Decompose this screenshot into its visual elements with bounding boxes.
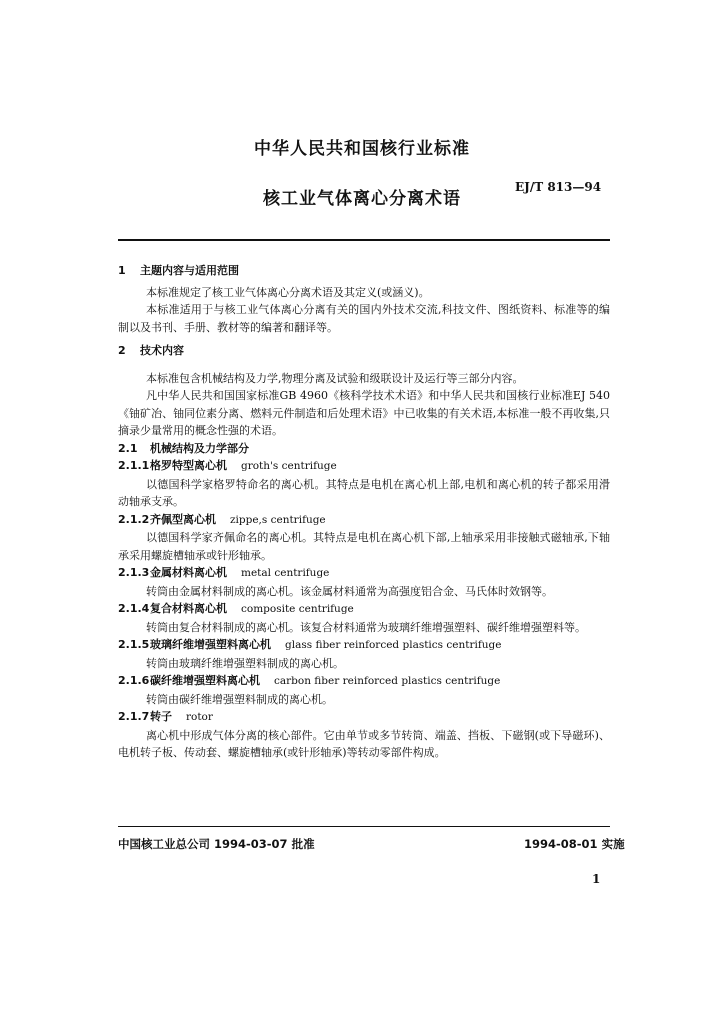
term-english: groth's centrifuge: [241, 460, 337, 472]
section-title: 主题内容与适用范围: [140, 264, 239, 277]
term-chinese: 齐佩型离心机: [150, 512, 216, 526]
term-definition: 转筒由金属材料制成的离心机。该金属材料通常为高强度铝合金、马氏体时效钢等。: [146, 584, 553, 598]
standard-number: EJ/T 813—94: [515, 180, 602, 194]
approval-date: 中国核工业总公司 1994-03-07 批准: [118, 837, 315, 851]
section-heading: [118, 342, 610, 360]
term-number: 2.1.2: [118, 512, 150, 526]
term-english: composite centrifuge: [241, 603, 354, 615]
term-definition: 转筒由碳纤维增强塑料制成的离心机。: [146, 692, 333, 706]
term-english: metal centrifuge: [241, 567, 330, 579]
subsection-heading: [118, 440, 610, 458]
term-entry: [118, 708, 610, 762]
paragraph: 凡中华人民共和国国家标准GB 4960《核科学技术术语》和中华人民共和国核行业标准EJ 540《铀矿冶、铀同位素分离、燃料元件制造和后处理术语》中已收集的有关术语,本标准一般不再收集,只摘录少量常用的概念性强的术语。: [118, 389, 610, 437]
footer-rule: [118, 826, 610, 827]
term-definition: 以德国科学家格罗特命名的离心机。其特点是电机在离心机上部,电机和离心机的转子都采用滑动轴承支承。: [118, 477, 610, 508]
paragraph: 本标准包含机械结构及力学,物理分离及试验和级联设计及运行等三部分内容。: [146, 371, 524, 385]
paragraph: 本标准规定了核工业气体离心分离术语及其定义(或涵义)。: [146, 285, 430, 299]
term-entry: [118, 600, 610, 636]
page-number: 1: [592, 872, 601, 886]
term-english: rotor: [186, 711, 213, 723]
header-rule: [118, 239, 610, 241]
term-entry: [118, 511, 610, 565]
term-english: carbon fiber reinforced plastics centrifuge: [274, 675, 501, 687]
document-title: 核工业气体离心分离术语: [263, 189, 461, 209]
term-number: 2.1.3: [118, 566, 150, 579]
section-number: 1: [118, 264, 126, 277]
issuing-organization: 中华人民共和国核行业标准: [254, 139, 470, 159]
term-chinese: 金属材料离心机: [150, 566, 227, 579]
term-chinese: 碳纤维增强塑料离心机: [150, 674, 260, 687]
section-title: 技术内容: [140, 344, 184, 357]
implementation-date: 1994-08-01 实施: [524, 837, 625, 851]
term-chinese: 格罗特型离心机: [150, 459, 227, 472]
term-chinese: 复合材料离心机: [150, 602, 227, 615]
term-english: zippe,s centrifuge: [230, 513, 326, 526]
term-entry: [118, 564, 610, 600]
term-definition: 转筒由复合材料制成的离心机。该复合材料通常为玻璃纤维增强塑料、碳纤维增强塑料等。: [146, 620, 586, 634]
subsection-number: 2.1: [118, 441, 138, 455]
term-english: glass fiber reinforced plastics centrifuge: [285, 639, 502, 651]
term-definition: 离心机中形成气体分离的核心部件。它由单节或多节转筒、端盖、挡板、下磁钢(或下导磁环)、电机转子板、传动套、螺旋槽轴承(或针形轴承)等转动零部件构成。: [118, 728, 610, 759]
term-entry: [118, 672, 610, 708]
section-number: 2: [118, 344, 126, 357]
subsection-title: 机械结构及力学部分: [150, 441, 249, 455]
term-entry: [118, 457, 610, 511]
term-number: 2.1.7: [118, 710, 150, 723]
paragraph: 本标准适用于与核工业气体离心分离有关的国内外技术交流,科技文件、图纸资料、标准等的编制以及书刊、手册、教材等的编著和翻译等。: [118, 303, 610, 334]
term-definition: 转筒由玻璃纤维增强塑料制成的离心机。: [146, 656, 344, 670]
term-number: 2.1.6: [118, 674, 150, 687]
section-heading: [118, 262, 610, 280]
term-definition: 以德国科学家齐佩命名的离心机。其特点是电机在离心机下部,上轴承采用非接触式磁轴承,下轴承采用螺旋槽轴承或针形轴承。: [118, 531, 610, 562]
term-number: 2.1.4: [118, 602, 150, 615]
term-chinese: 玻璃纤维增强塑料离心机: [150, 638, 271, 651]
term-number: 2.1.1: [118, 459, 150, 472]
term-entry: [118, 636, 610, 672]
document-body: [118, 262, 610, 762]
term-chinese: 转子: [150, 710, 172, 723]
term-number: 2.1.5: [118, 638, 150, 651]
